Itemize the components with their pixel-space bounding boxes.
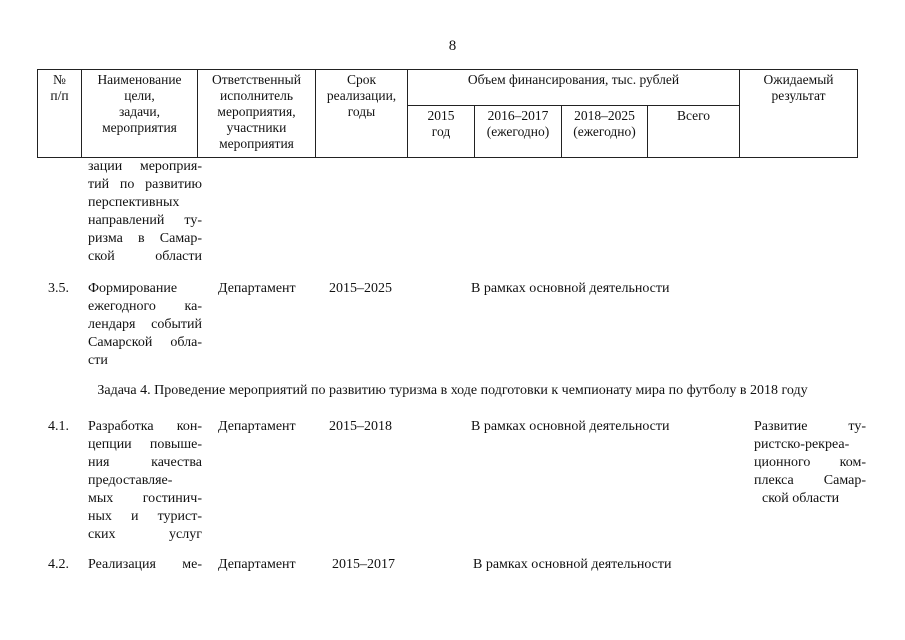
row-4-1-name: Разработка кон- цепции повыше- ния качества предоставляе- мых гостинич- ных и турист- ских услуг — [88, 419, 202, 542]
header-funding: Объем финансирования, тыс. рублей — [408, 70, 740, 106]
row-4-1-result: Развитие ту- ристско-рекреа- ционного ком- плекса Самар- ской области — [754, 419, 866, 506]
header-term: Срок реализации, годы — [316, 70, 408, 158]
task4-heading: Задача 4. Проведение мероприятий по развитию туризма в ходе подготовки к чемпионату мира по футболу в 2018 году — [97, 383, 808, 398]
header-2016-2017: 2016–2017 (ежегодно) — [475, 106, 562, 158]
header-name: Наименование цели, задачи, мероприятия — [82, 70, 198, 158]
row-3-5-funding: В рамках основной деятельности — [471, 281, 670, 296]
row-4-2-funding: В рамках основной деятельности — [473, 557, 672, 572]
row-4-2-num: 4.2. — [48, 557, 69, 572]
header-2018-2025: 2018–2025 (ежегодно) — [562, 106, 648, 158]
header-total: Всего — [648, 106, 740, 158]
header-2015: 2015 год — [408, 106, 475, 158]
header-result: Ожидаемый результат — [740, 70, 858, 158]
row-4-2-executor: Департамент — [218, 557, 296, 572]
row-4-1-term: 2015–2018 — [329, 419, 392, 434]
continuation-name: зации мероприя- тий по развитию перспективных направлений ту- ризма в Самар- ской области — [88, 159, 202, 264]
page-number: 8 — [448, 38, 457, 54]
row-3-5-executor: Департамент — [218, 281, 296, 296]
row-4-1-funding: В рамках основной деятельности — [471, 419, 670, 434]
row-3-5-name: Формирование ежегодного ка- лендаря событий Самарской обла- сти — [88, 281, 202, 368]
row-3-5-term: 2015–2025 — [329, 281, 392, 296]
row-4-1-num: 4.1. — [48, 419, 69, 434]
table-header — [37, 69, 858, 158]
header-num: № п/п — [38, 70, 82, 158]
row-3-5-num: 3.5. — [48, 281, 69, 296]
header-executor: Ответственный исполнитель мероприятия, участники мероприятия — [198, 70, 316, 158]
row-4-2-term: 2015–2017 — [332, 557, 395, 572]
row-4-1-executor: Департамент — [218, 419, 296, 434]
row-4-2-name: Реализация ме- — [88, 557, 202, 572]
